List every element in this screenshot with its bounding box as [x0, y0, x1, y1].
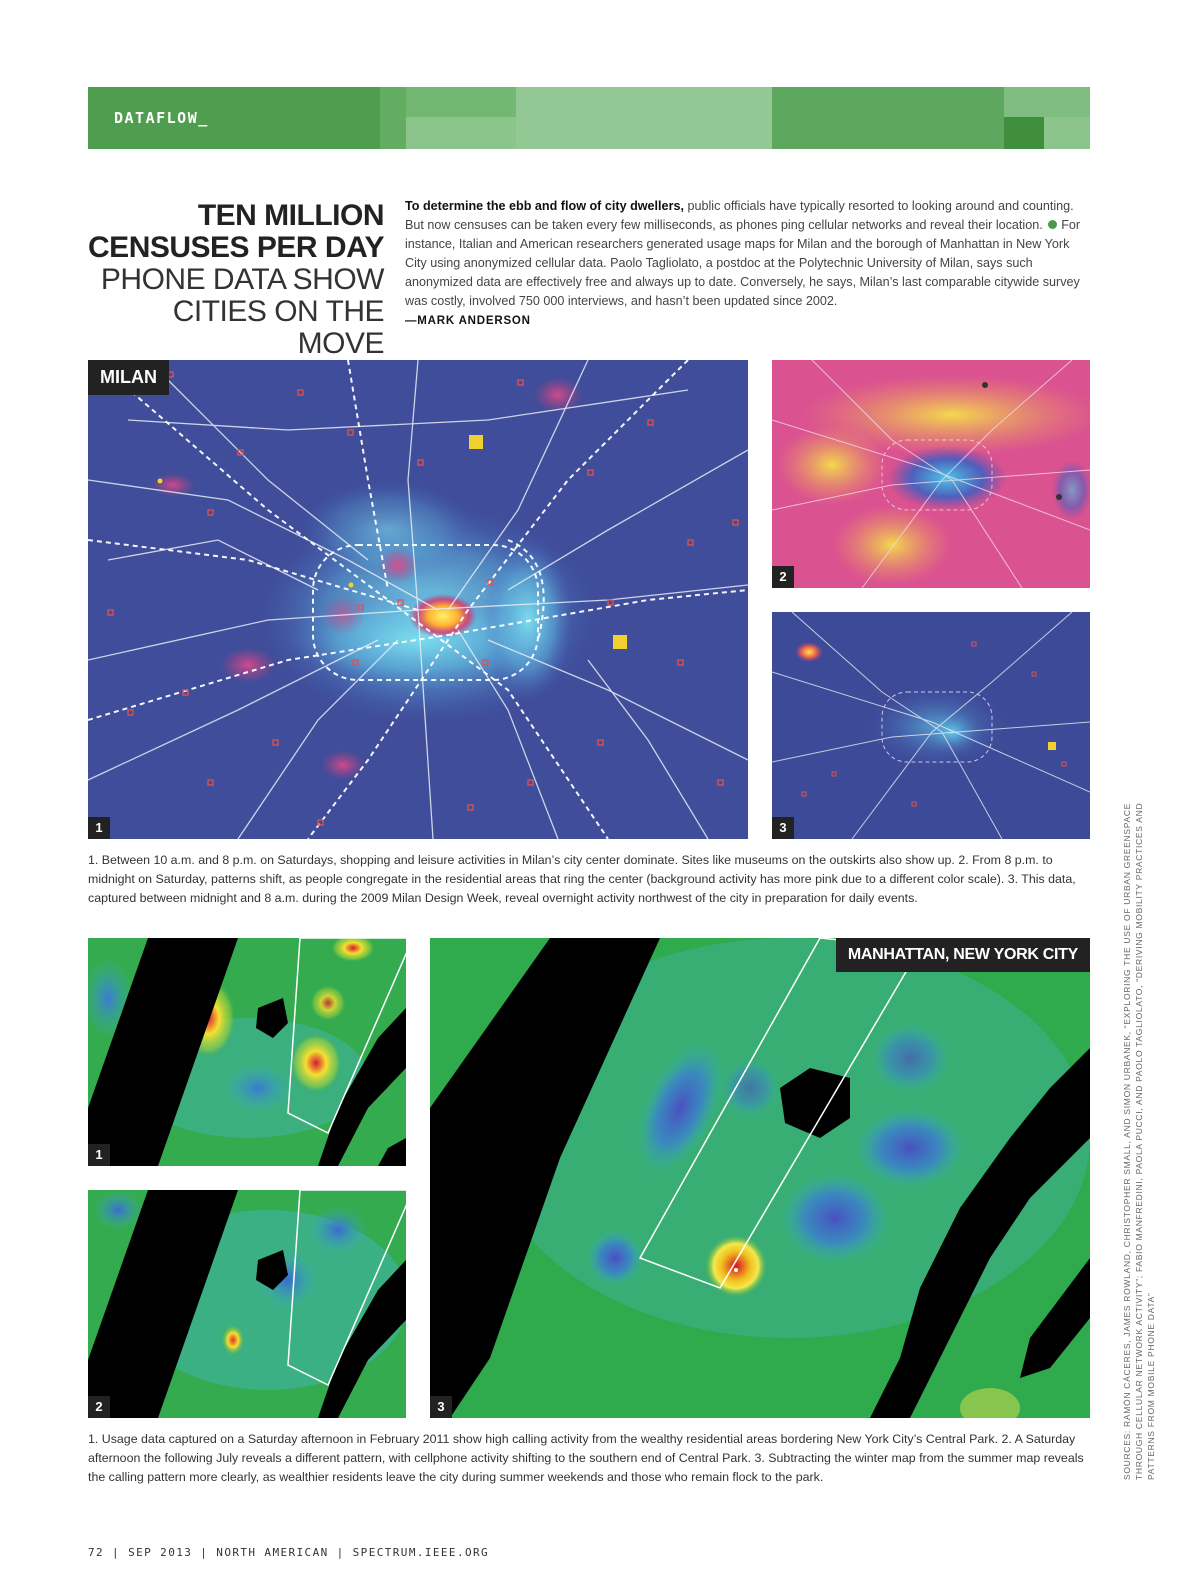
milan-map-2-number: 2	[772, 566, 794, 588]
milan-map-2	[772, 360, 1090, 588]
intro-lead: To determine the ebb and flow of city dwellers,	[405, 199, 684, 213]
section-tag: DATAFLOW_	[114, 109, 209, 127]
headline-line-3: PHONE DATA SHOW	[100, 263, 384, 296]
manhattan-map-2	[88, 1190, 406, 1418]
sources-credit: SOURCES: RAMÓN CÁCERES, JAMES ROWLAND, CHRISTOPHER SMALL, AND SIMON URBANEK, “EXPLORING THE USE OF URBAN GREENSPACE THROUGH CELLULAR NETWORK ACTIVITY”; FABIO MANFREDINI, PAOLA PUCCI, AND PAOLO TAGLIOLATO, “DERIVING MOBILITY PRACTICES AND PATTERNS FROM MOBILE PHONE DATA”	[1122, 802, 1156, 1480]
manhattan-map-1	[88, 938, 406, 1166]
intro-paragraph	[405, 197, 1090, 331]
section-banner	[88, 87, 1090, 149]
manhattan-caption: 1. Usage data captured on a Saturday afternoon in February 2011 show high calling activity from the wealthy residential areas bordering New York City’s Central Park. 2. A Saturday afternoon the following July reveals a different pattern, with cellphone activity shifting to the southern end of Central Park. 3. Subtracting the winter map from the summer map reveals the calling pattern more clearly, as wealthier residents leave the city during summer weekends and those who remain flock to the park.	[88, 1432, 1084, 1484]
manhattan-map-3-number: 3	[430, 1396, 452, 1418]
intro-text-2: For instance, Italian and American researchers generated usage maps for Milan and the borough of Manhattan in New York City using anonymized cellular data. Paolo Tagliolato, a postdoc at the Polytechnic University of Milan, says such anonymized data are effectively free and always up to date. Conversely, he says, Milan’s last comparable citywide survey was costly, involved 750 000 interviews, and hasn’t been updated since 2002.	[405, 218, 1081, 308]
milan-caption: 1. Between 10 a.m. and 8 p.m. on Saturdays, shopping and leisure activities in Milan’s city center dominate. Sites like museums on the outskirts also show up. 2. From 8 p.m. to midnight on Saturday, patterns shift, as people congregate in the residential areas that ring the center (background activity has more pink due to a different color scale). 3. This data, captured between midnight and 8 a.m. during the 2009 Milan Design Week, reveal overnight activity northwest of the city in preparation for daily events.	[88, 853, 1076, 905]
site-url: SPECTRUM.IEEE.ORG	[352, 1546, 490, 1559]
headline-line-2: CENSUSES PER DAY	[88, 231, 384, 264]
manhattan-map-2-number: 2	[88, 1396, 110, 1418]
headline-line-4: CITIES ON THE MOVE	[172, 295, 384, 360]
article-headline	[88, 200, 384, 360]
issue-date: SEP 2013	[128, 1546, 193, 1559]
milan-map-1	[88, 360, 748, 839]
manhattan-label: MANHATTAN, NEW YORK CITY	[836, 938, 1090, 972]
bullet-dot-icon	[1048, 220, 1057, 229]
byline: —MARK ANDERSON	[405, 315, 531, 327]
milan-map-1-number: 1	[88, 817, 110, 839]
edition: NORTH AMERICAN	[216, 1546, 329, 1559]
milan-label: MILAN	[88, 360, 169, 395]
manhattan-map-1-number: 1	[88, 1144, 110, 1166]
intro-text-1: public officials have typically resorted to looking around and counting. But now censuses can be taken every few milliseconds, as phones ping cellular networks and reveal their location.	[405, 199, 1074, 232]
milan-map-3-number: 3	[772, 817, 794, 839]
milan-map-3	[772, 612, 1090, 839]
page-number: 72	[88, 1546, 105, 1559]
page-footer: 72 | SEP 2013 | NORTH AMERICAN | SPECTRUM.IEEE.ORG	[88, 1546, 490, 1559]
manhattan-map-3	[430, 938, 1090, 1418]
headline-line-1: TEN MILLION	[197, 199, 384, 232]
